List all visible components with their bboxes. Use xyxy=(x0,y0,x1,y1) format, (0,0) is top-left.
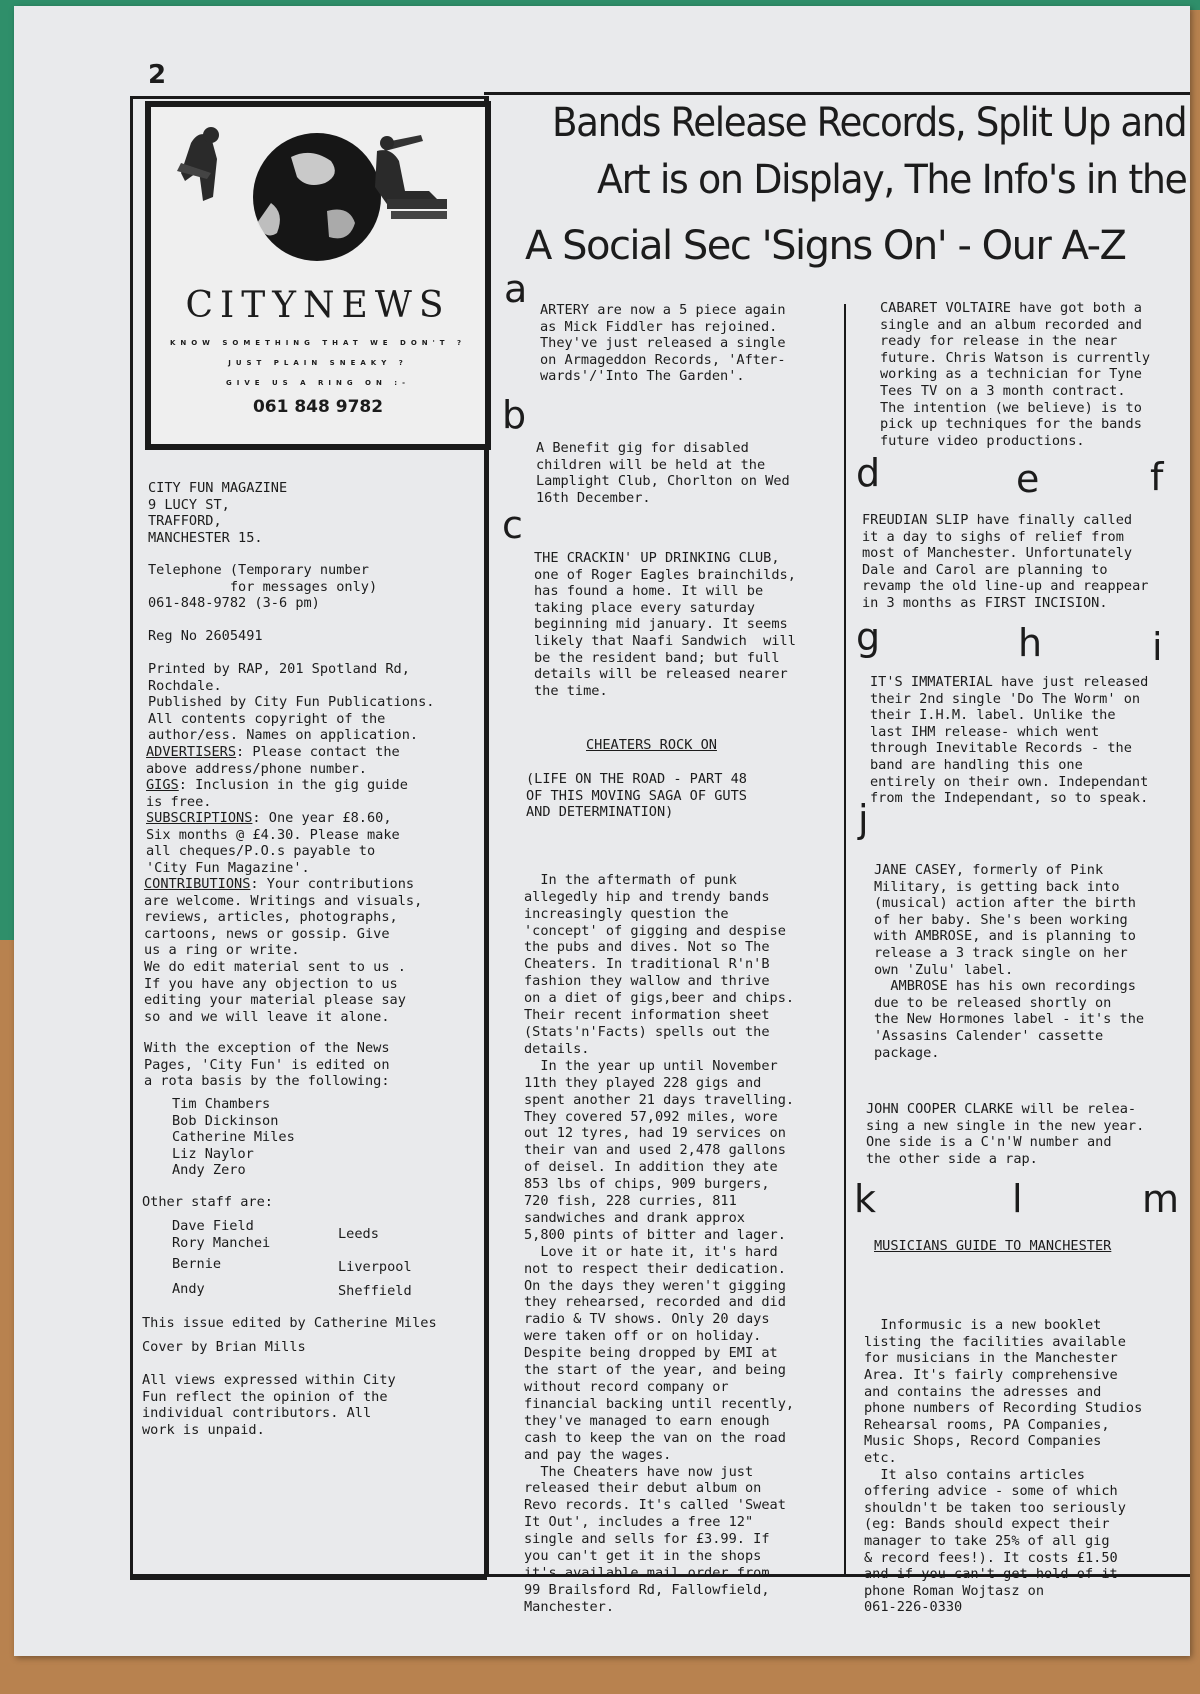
masthead-edited-by: This issue edited by Catherine Miles xyxy=(142,1315,437,1331)
letter-h: h xyxy=(1018,621,1043,665)
cheaters-body: In the aftermath of punk allegedly hip and trendy bands increasingly question the 'concept' of gigging and despise the pubs and dives. Not so The Cheaters. In traditional R'n'B fashion they wallow and thrive on a diet of gigs,beer and chips. Their recent information sheet (Stats'n'Facts) spells out the details. In the year up until November 11th they played 228 gigs and spent another 21 days travelling. They covered 57,092 miles, wore out 12 tyres, had 19 services on their van and used 2,478 gallons of deisel. In addition they ate 853 lbs of chips, 909 burgers, 720 fish, 228 curries, 811 sandwiches and drank approx 5,800 pints of bitter and lager. Love it or hate it, it's hard not to respect their dedication. On the days they weren't gigging they rehearsed, recorded and did radio & TV shows. Only 20 days were taken off or on holiday. Despite being dropped by EMI at the start of the year, and being without record company or financial backing until recently, they've managed to earn enough cash to keep the van on the road and pay the wages. The Cheaters have now just released their debut album on Revo records. It's called 'Sweat It Out', includes a free 12" single and sells for £3.99. If you can't get it in the shops it's available mail order from 99 Brailsford Rd, Fallowfield, Manchester. xyxy=(524,871,795,1615)
letter-l: l xyxy=(1012,1177,1023,1221)
item-its-immaterial: IT'S IMMATERIAL have just released their 2nd single 'Do The Worm' on their I.H.M. label. Unlike the last IHM release- which went through Inevitable Records - the band are handling this one entirely on their own. Independant from the Independant, so to speak. xyxy=(870,674,1149,807)
staff-sheffield-name: Andy xyxy=(172,1281,205,1297)
item-artery: ARTERY are now a 5 piece again as Mick Fiddler has rejoined. They've just released a single on Armageddon Records, 'After- wards'/'Into The Garden'. xyxy=(540,302,786,385)
staff-leeds-names: Dave Field Rory Manchei xyxy=(172,1218,271,1251)
staff-liverpool-city: Liverpool xyxy=(338,1259,412,1275)
cheaters-subtitle: (LIFE ON THE ROAD - PART 48 OF THIS MOVING SAGA OF GUTS AND DETERMINATION) xyxy=(526,771,747,821)
headline-line-3: A Social Sec 'Signs On' - Our A-Z xyxy=(525,223,1126,269)
letter-c: c xyxy=(502,503,523,547)
item-crackin-up: THE CRACKIN' UP DRINKING CLUB, one of Roger Eagles brainchilds, has found a home. It will be taking place every saturday beginning mid january. It seems likely that Naafi Sandwich will be the resident band; but full details will be released nearer the time. xyxy=(534,550,796,699)
logo-tagline-3: GIVE US A RING ON :- xyxy=(226,379,410,387)
masthead-views: All views expressed within City Fun reflect the opinion of the individual contributors. All work is unpaid. xyxy=(142,1372,396,1438)
item-jane-casey: JANE CASEY, formerly of Pink Military, is getting back into (musical) action after the birth of her baby. She's been working with AMBROSE, and is planning to release a 3 track single on her own 'Zulu' label. AMBROSE has his own recordings due to be released shortly on the New Hormones label - it's the 'Assasins Calender' cassette package. xyxy=(874,862,1145,1061)
masthead-gigs: GIGS: Inclusion in the gig guide is free. xyxy=(146,777,408,810)
letter-a: a xyxy=(504,267,528,311)
masthead-editors: Tim Chambers Bob Dickinson Catherine Miles Liz Naylor Andy Zero xyxy=(172,1096,295,1179)
masthead-subscriptions: SUBSCRIPTIONS: One year £8.60, Six months @ £4.30. Please make all cheques/P.O.s payable to 'City Fun Magazine'. xyxy=(146,810,400,876)
item-john-cooper-clarke: JOHN COOPER CLARKE will be relea- sing a new single in the new year. One side is a C'n'W number and the other side a rap. xyxy=(866,1101,1145,1167)
letter-g: g xyxy=(856,615,881,659)
masthead-advertisers: ADVERTISERS: Please contact the above address/phone number. xyxy=(146,744,400,777)
page-number: 2 xyxy=(148,60,167,90)
letter-i: i xyxy=(1152,625,1163,669)
top-rule xyxy=(484,92,1190,95)
logo-phone: 061 848 9782 xyxy=(252,397,384,417)
masthead-cover-by: Cover by Brian Mills xyxy=(142,1339,306,1355)
cheaters-title: CHEATERS ROCK ON xyxy=(586,737,717,753)
masthead-telephone: Telephone (Temporary number for messages only) 061-848-9782 (3-6 pm) xyxy=(148,562,378,612)
letter-k: k xyxy=(854,1177,877,1221)
headline-line-1: Bands Release Records, Split Up and xyxy=(552,100,1187,146)
logo-tagline-1: KNOW SOMETHING THAT WE DON'T ? xyxy=(169,339,467,347)
masthead-reg: Reg No 2605491 xyxy=(148,628,263,644)
staff-leeds-city: Leeds xyxy=(338,1226,379,1242)
musicians-guide-title: MUSICIANS GUIDE TO MANCHESTER xyxy=(874,1238,1112,1254)
letter-f: f xyxy=(1150,455,1164,499)
letter-j: j xyxy=(858,797,869,841)
item-cabaret-voltaire: CABARET VOLTAIRE have got both a single and an album recorded and ready for release in the near future. Chris Watson is currently working as a technician for Tyne Tees TV on a 3 month contract. The intention (we believe) is to pick up techniques for the bands future video productions. xyxy=(880,300,1151,449)
letter-m: m xyxy=(1142,1177,1180,1221)
item-freudian-slip: FREUDIAN SLIP have finally called it a day to sighs of relief from most of Manchester. Unfortunately Dale and Carol are planning to revamp the old line-up and reappear in 3 months as FIRST INCISION. xyxy=(862,512,1149,611)
staff-sheffield-city: Sheffield xyxy=(338,1283,412,1299)
letter-e: e xyxy=(1016,457,1040,501)
globe-illustration xyxy=(151,113,485,283)
masthead-contributions: CONTRIBUTIONS: Your contributions are welcome. Writings and visuals, reviews, articles, photographs, cartoons, news or gossip. Give us a ring or write. We do edit material sent to us . If you have any objection to us editing your material please say so and we will leave it alone. xyxy=(144,876,423,1025)
logo-tagline-2: JUST PLAIN SNEAKY ? xyxy=(228,359,408,367)
letter-d: d xyxy=(856,451,881,495)
masthead-printed: Printed by RAP, 201 Spotland Rd, Rochdale. Published by City Fun Publications. All contents copyright of the author/ess. Names on application. xyxy=(148,661,435,744)
masthead-address: CITY FUN MAGAZINE 9 LUCY ST, TRAFFORD, MANCHESTER 15. xyxy=(148,480,288,546)
citynews-logo-box xyxy=(145,101,491,450)
item-benefit-gig: A Benefit gig for disabled children will be held at the Lamplight Club, Chorlton on Wed 16th December. xyxy=(536,440,790,506)
inner-column-divider xyxy=(844,304,846,1576)
masthead-other-staff: Other staff are: xyxy=(142,1194,273,1210)
musicians-guide-body: Informusic is a new booklet listing the facilities available for musicians in the Manchester Area. It's fairly comprehensive and contains the adresses and phone numbers of Recording Studios Rehearsal rooms, PA Companies, Music Shops, Record Companies etc. It also contains articles offering advice - some of which shouldn't be taken too seriously (eg: Bands should expect their manager to take 25% of all gig & record fees!). It costs £1.50 and if you can't get hold of it phone Roman Wojtasz on 061-226-0330 xyxy=(864,1317,1143,1616)
letter-b: b xyxy=(502,393,527,437)
masthead-rota: With the exception of the News Pages, 'City Fun' is edited on a rota basis by the following: xyxy=(144,1040,390,1090)
staff-liverpool-name: Bernie xyxy=(172,1256,222,1272)
citynews-title: CITYNEWS xyxy=(185,285,451,326)
headline-line-2: Art is on Display, The Info's in the xyxy=(597,157,1187,203)
